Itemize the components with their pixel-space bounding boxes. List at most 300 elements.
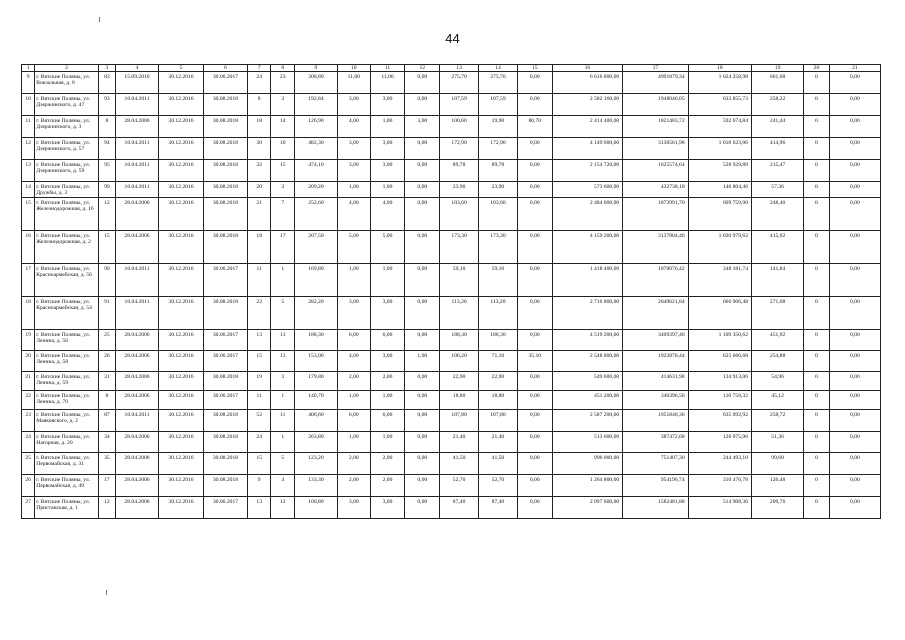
table-cell: 0,00: [829, 453, 880, 475]
table-cell: 172,90: [479, 138, 518, 160]
address-cell: г. Вятские Поляны, ул. Ленина, д. 58: [35, 351, 98, 372]
table-cell: 140,70: [294, 391, 337, 410]
table-cell: 1948046,05: [623, 94, 688, 116]
table-cell: 30.08.2018: [203, 198, 247, 231]
table-cell: 22,90: [440, 372, 479, 391]
table-cell: 0,00: [405, 410, 440, 432]
table-cell: 26: [22, 475, 35, 497]
table-cell: 2,00: [337, 475, 370, 497]
table-cell: 17: [98, 475, 115, 497]
table-cell: 0: [804, 497, 830, 519]
table-cell: 0,00: [405, 297, 440, 330]
table-cell: 3,00: [337, 138, 370, 160]
table-cell: 0,00: [829, 94, 880, 116]
table-cell: 0,00: [829, 391, 880, 410]
table-cell: 340396,56: [623, 391, 688, 410]
table-cell: 451,92: [752, 330, 804, 351]
table-cell: 83: [98, 72, 115, 94]
page-number: 44: [445, 31, 460, 46]
table-cell: 0: [804, 391, 830, 410]
table-cell: 188,30: [294, 330, 337, 351]
column-number-10: 10: [337, 65, 370, 72]
table-row: [22, 160, 881, 182]
table-cell: 30.08.2018: [203, 94, 247, 116]
table-cell: 2 154 720,00: [552, 160, 623, 182]
table-cell: 0,00: [405, 138, 440, 160]
table-cell: 1: [271, 264, 295, 297]
table-cell: 310 476,78: [688, 475, 751, 497]
table-cell: 0,00: [829, 231, 880, 264]
table-cell: 10.04.2011: [116, 297, 159, 330]
table-cell: 28.04.2006: [116, 330, 159, 351]
table-cell: 0: [804, 453, 830, 475]
table-cell: 0: [804, 475, 830, 497]
address-cell: г. Вятские Поляны, ул. Нагорная, д. 20: [35, 432, 98, 453]
table-cell: 30.12.2016: [158, 198, 203, 231]
table-cell: 1873991,70: [623, 198, 688, 231]
table-cell: 5,00: [337, 231, 370, 264]
table-cell: 263,80: [294, 432, 337, 453]
column-number-15: 15: [517, 65, 552, 72]
column-number-5: 5: [158, 65, 203, 72]
table-cell: 169,80: [294, 264, 337, 297]
table-cell: 4 149 600,00: [552, 138, 623, 160]
table-cell: 0,00: [405, 432, 440, 453]
table-cell: 30.12.2016: [158, 160, 203, 182]
table-cell: 93: [98, 94, 115, 116]
table-cell: 32: [247, 160, 271, 182]
table-cell: 2,00: [337, 372, 370, 391]
address-cell: г. Вятские Поляны, ул. Вокзальная, д. 8: [35, 72, 98, 94]
table-cell: 23,90: [479, 182, 518, 198]
column-number-18: 18: [688, 65, 751, 72]
table-cell: 18,80: [479, 391, 518, 410]
table-cell: 252,60: [294, 198, 337, 231]
table-row: [22, 432, 881, 453]
address-cell: г. Вятские Поляны, ул. Дзержинского, д. 59: [35, 160, 98, 182]
table-cell: 30.06.2017: [203, 497, 247, 519]
table-cell: 28.04.2006: [116, 432, 159, 453]
table-cell: 11: [271, 410, 295, 432]
address-cell: г. Вятские Поляны, ул. Железнодорожная, д. 2: [35, 231, 98, 264]
table-cell: 18: [247, 231, 271, 264]
table-cell: 30.12.2016: [158, 497, 203, 519]
table-row: [22, 410, 881, 432]
table-cell: 20: [22, 351, 35, 372]
table-cell: 25: [22, 453, 35, 475]
table-cell: 14: [271, 116, 295, 138]
table-cell: 21: [247, 198, 271, 231]
table-cell: 16: [22, 231, 35, 264]
address-cell: г. Вятские Поляны, ул. Красноармейская, д. 54: [35, 297, 98, 330]
table-cell: 17: [22, 264, 35, 297]
table-cell: 2,00: [337, 453, 370, 475]
table-cell: 2 587 200,00: [552, 410, 623, 432]
table-cell: 209,20: [294, 182, 337, 198]
table-cell: 0,00: [405, 391, 440, 410]
table-row: [22, 391, 881, 410]
table-cell: 0,00: [829, 116, 880, 138]
table-cell: 19: [247, 372, 271, 391]
address-cell: г. Вятские Поляны, ул. Красноармейская, д. 56: [35, 264, 98, 297]
table-cell: 0,00: [517, 231, 552, 264]
table-cell: 592 674,84: [688, 116, 751, 138]
table-cell: 528 929,89: [688, 160, 751, 182]
table-cell: 106,20: [440, 351, 479, 372]
table-cell: 0,00: [829, 330, 880, 351]
table-cell: 4,00: [337, 198, 370, 231]
table-cell: 451 200,00: [552, 391, 623, 410]
table-cell: 0,00: [517, 264, 552, 297]
table-cell: 0: [804, 138, 830, 160]
table-cell: 15: [98, 231, 115, 264]
table-cell: 107,80: [479, 410, 518, 432]
table-cell: 3: [271, 94, 295, 116]
address-cell: г. Вятские Поляны, ул. Железнодорожная, д. 16: [35, 198, 98, 231]
column-number-2: 2: [35, 65, 98, 72]
table-cell: 0: [804, 372, 830, 391]
table-cell: 3,00: [337, 94, 370, 116]
table-row: [22, 475, 881, 497]
table-cell: 0: [804, 330, 830, 351]
table-cell: 4: [271, 475, 295, 497]
table-cell: 633 855,73: [688, 94, 751, 116]
table-cell: 0,00: [829, 182, 880, 198]
table-cell: 2 484 000,00: [552, 198, 623, 231]
table-cell: 24: [247, 72, 271, 94]
table-cell: 30.08.2018: [203, 475, 247, 497]
table-cell: 91: [98, 297, 115, 330]
table-cell: 153,00: [294, 351, 337, 372]
table-cell: 54,96: [752, 372, 804, 391]
table-cell: 0,00: [517, 198, 552, 231]
column-number-1: 1: [22, 65, 35, 72]
table-cell: 1,00: [337, 391, 370, 410]
table-row: [22, 138, 881, 160]
table-cell: 215,47: [752, 160, 804, 182]
table-cell: 996 000,00: [552, 453, 623, 475]
table-cell: 4,00: [370, 198, 405, 231]
table-cell: 0,00: [829, 351, 880, 372]
table-cell: 0: [804, 198, 830, 231]
table-cell: 57,36: [752, 182, 804, 198]
table-cell: 19: [22, 330, 35, 351]
table-cell: 126 075,96: [688, 432, 751, 453]
table-cell: 2 716 800,00: [552, 297, 623, 330]
table-cell: 94: [98, 138, 115, 160]
address-cell: г. Вятские Поляны, ул. Первомайская, д. 49: [35, 475, 98, 497]
table-cell: 0: [804, 410, 830, 432]
table-cell: 10.04.2011: [116, 138, 159, 160]
table-cell: 0,00: [405, 182, 440, 198]
table-cell: 5,00: [370, 231, 405, 264]
table-cell: 28.04.2006: [116, 475, 159, 497]
table-cell: 18: [247, 116, 271, 138]
table-cell: 2 097 600,00: [552, 497, 623, 519]
table-cell: 133,30: [294, 475, 337, 497]
table-row: [22, 182, 881, 198]
table-cell: 52,70: [479, 475, 518, 497]
table-cell: 661,68: [752, 72, 804, 94]
table-cell: 0,00: [517, 497, 552, 519]
table-cell: 0,00: [829, 475, 880, 497]
table-cell: 3,00: [337, 160, 370, 182]
table-cell: 0,00: [405, 497, 440, 519]
table-cell: 549 600,00: [552, 372, 623, 391]
table-cell: 87,40: [440, 497, 479, 519]
table-cell: 103,60: [440, 198, 479, 231]
table-cell: 414631,98: [623, 372, 688, 391]
table-cell: 0,00: [405, 94, 440, 116]
table-cell: 2,00: [370, 453, 405, 475]
table-cell: 11: [247, 264, 271, 297]
table-cell: 30.06.2017: [203, 351, 247, 372]
table-cell: 3,00: [370, 297, 405, 330]
table-cell: 4,00: [337, 116, 370, 138]
table-cell: 13: [247, 497, 271, 519]
table-cell: 28.04.2006: [116, 351, 159, 372]
table-cell: 30.12.2016: [158, 94, 203, 116]
table-cell: 10: [22, 94, 35, 116]
table-cell: 123,20: [294, 453, 337, 475]
table-cell: 609 759,90: [688, 198, 751, 231]
table-cell: 11,00: [337, 72, 370, 94]
table-cell: 11,00: [370, 72, 405, 94]
column-number-14: 14: [479, 65, 518, 72]
address-cell: г. Вятские Поляны, ул. Дружбы, д. 3: [35, 182, 98, 198]
table-cell: 20: [247, 182, 271, 198]
column-number-4: 4: [116, 65, 159, 72]
table-cell: 1 109 350,62: [688, 330, 751, 351]
table-cell: 107,59: [440, 94, 479, 116]
table-row: [22, 497, 881, 519]
table-cell: 28.04.2006: [116, 198, 159, 231]
housing-register-table: [21, 64, 881, 519]
table-cell: 35: [98, 453, 115, 475]
table-cell: 666 906,48: [688, 297, 751, 330]
table-cell: 31: [98, 372, 115, 391]
table-cell: 30.12.2016: [158, 297, 203, 330]
table-cell: 0: [804, 72, 830, 94]
table-cell: 2049621,84: [623, 297, 688, 330]
table-cell: 89,78: [479, 160, 518, 182]
table-cell: 0,00: [829, 72, 880, 94]
table-cell: 474,10: [294, 160, 337, 182]
table-cell: 6,00: [370, 410, 405, 432]
table-cell: 30.08.2018: [203, 297, 247, 330]
table-cell: 1625574,64: [623, 160, 688, 182]
table-cell: 12: [22, 138, 35, 160]
table-cell: 514 908,36: [688, 497, 751, 519]
table-cell: 173,30: [440, 231, 479, 264]
table-cell: 41,50: [440, 453, 479, 475]
column-number-11: 11: [370, 65, 405, 72]
address-cell: г. Вятские Поляны, ул. Пристанская, д. 1: [35, 497, 98, 519]
column-number-9: 9: [294, 65, 337, 72]
column-number-19: 19: [752, 65, 804, 72]
table-cell: 1922878,44: [623, 351, 688, 372]
table-cell: 2 548 800,00: [552, 351, 623, 372]
table-cell: 12: [98, 198, 115, 231]
table-cell: 1,00: [370, 182, 405, 198]
table-cell: 13: [247, 330, 271, 351]
table-cell: 22: [247, 297, 271, 330]
table-cell: 2,00: [370, 372, 405, 391]
table-cell: 18: [22, 297, 35, 330]
table-cell: 30.12.2016: [158, 138, 203, 160]
table-cell: 41,50: [479, 453, 518, 475]
table-cell: 30.12.2016: [158, 264, 203, 297]
table-cell: 26: [98, 351, 115, 372]
table-cell: 30.08.2018: [203, 116, 247, 138]
table-cell: 573 600,00: [552, 182, 623, 198]
table-cell: 3130561,98: [623, 138, 688, 160]
table-cell: 6,00: [337, 330, 370, 351]
table-cell: 8: [247, 94, 271, 116]
table-cell: 0: [804, 351, 830, 372]
table-cell: 99: [98, 182, 115, 198]
table-cell: 1,00: [337, 264, 370, 297]
table-cell: 10.04.2011: [116, 94, 159, 116]
table-cell: 0: [804, 432, 830, 453]
table-cell: 406,60: [294, 410, 337, 432]
table-cell: 87: [98, 410, 115, 432]
column-number-8: 8: [271, 65, 295, 72]
table-cell: 107,80: [440, 410, 479, 432]
column-number-row: [22, 65, 881, 72]
table-cell: 30.08.2018: [203, 372, 247, 391]
table-cell: 0,00: [829, 410, 880, 432]
table-cell: 4 159 200,00: [552, 231, 623, 264]
table-cell: 30.08.2018: [203, 160, 247, 182]
table-cell: 0,00: [517, 410, 552, 432]
table-cell: 248,40: [752, 198, 804, 231]
address-cell: г. Вятские Поляны, ул. Дзержинского, д. 3: [35, 116, 98, 138]
table-cell: 13: [271, 330, 295, 351]
table-cell: 10.04.2011: [116, 264, 159, 297]
table-cell: 271,68: [752, 297, 804, 330]
column-number-6: 6: [203, 65, 247, 72]
table-cell: 308,80: [294, 72, 337, 94]
table-cell: 9: [22, 72, 35, 94]
table-cell: 11: [22, 116, 35, 138]
table-cell: 173,30: [479, 231, 518, 264]
table-row: [22, 231, 881, 264]
table-cell: 11: [247, 391, 271, 410]
table-cell: 0,00: [405, 231, 440, 264]
table-cell: 45,12: [752, 391, 804, 410]
table-cell: 30.06.2017: [203, 391, 247, 410]
table-cell: 51,36: [752, 432, 804, 453]
table-cell: 0,00: [517, 391, 552, 410]
table-cell: 0,00: [405, 475, 440, 497]
table-cell: 59,10: [479, 264, 518, 297]
table-row: [22, 116, 881, 138]
address-cell: г. Вятские Поляны, ул. Ленина, д. 56: [35, 330, 98, 351]
table-cell: 4991879,34: [623, 72, 688, 94]
table-cell: 15.09.2010: [116, 72, 159, 94]
table-cell: 1 264 800,00: [552, 475, 623, 497]
table-body: [22, 72, 881, 519]
table-cell: 207,50: [294, 231, 337, 264]
table-cell: 1,00: [337, 432, 370, 453]
table-cell: 625 666,68: [688, 351, 751, 372]
table-cell: 28.04.2006: [116, 231, 159, 264]
table-cell: 10: [271, 138, 295, 160]
table-cell: 0,00: [829, 432, 880, 453]
table-cell: 188,30: [440, 330, 479, 351]
table-cell: 3,00: [370, 351, 405, 372]
table-cell: 209,76: [752, 497, 804, 519]
table-cell: 30.08.2018: [203, 410, 247, 432]
table-cell: 30.12.2016: [158, 391, 203, 410]
table-cell: 1,00: [370, 432, 405, 453]
table-cell: 30.12.2016: [158, 182, 203, 198]
table-row: [22, 372, 881, 391]
table-cell: 10.04.2011: [116, 160, 159, 182]
table-cell: 23: [271, 72, 295, 94]
table-cell: 0,00: [517, 182, 552, 198]
table-cell: 635 092,92: [688, 410, 751, 432]
table-cell: 1582481,88: [623, 497, 688, 519]
table-cell: 0,00: [405, 198, 440, 231]
table-cell: 3,00: [370, 138, 405, 160]
table-cell: 52,70: [440, 475, 479, 497]
table-cell: 3137804,46: [623, 231, 688, 264]
table-cell: 30.12.2016: [158, 116, 203, 138]
table-cell: 30.06.2017: [203, 330, 247, 351]
table-cell: 0,00: [405, 72, 440, 94]
table-cell: 172,90: [440, 138, 479, 160]
table-cell: 1070076,42: [623, 264, 688, 297]
table-cell: 23,90: [440, 182, 479, 198]
table-cell: 1: [271, 391, 295, 410]
table-cell: 2,00: [370, 475, 405, 497]
table-cell: 134 913,06: [688, 372, 751, 391]
table-cell: 254,88: [752, 351, 804, 372]
table-cell: 1 020 979,62: [688, 231, 751, 264]
table-row: [22, 351, 881, 372]
table-cell: 1,00: [337, 182, 370, 198]
table-cell: 6 616 800,00: [552, 72, 623, 94]
table-cell: 107,59: [479, 94, 518, 116]
table-cell: 0,00: [517, 160, 552, 182]
table-cell: 4 519 200,00: [552, 330, 623, 351]
table-cell: 1 018 623,06: [688, 138, 751, 160]
column-number-20: 20: [804, 65, 830, 72]
table-cell: 188,30: [479, 330, 518, 351]
table-cell: 15: [22, 198, 35, 231]
table-row: [22, 297, 881, 330]
table-cell: 0,00: [829, 138, 880, 160]
table-cell: 103,60: [479, 198, 518, 231]
table-cell: 241,44: [752, 116, 804, 138]
table-row: [22, 453, 881, 475]
table-cell: 17: [271, 231, 295, 264]
table-cell: 513 600,00: [552, 432, 623, 453]
table-cell: 0: [804, 297, 830, 330]
margin-mark-top: [99, 17, 100, 22]
column-number-13: 13: [440, 65, 479, 72]
address-cell: г. Вятские Поляны, ул. Ленина, д. 70: [35, 391, 98, 410]
column-number-16: 16: [552, 65, 623, 72]
table-cell: 30.08.2018: [203, 432, 247, 453]
table-cell: 0,00: [517, 475, 552, 497]
table-cell: 0: [804, 116, 830, 138]
table-cell: 13: [22, 160, 35, 182]
table-cell: 3,00: [337, 297, 370, 330]
table-cell: 30.08.2018: [203, 453, 247, 475]
